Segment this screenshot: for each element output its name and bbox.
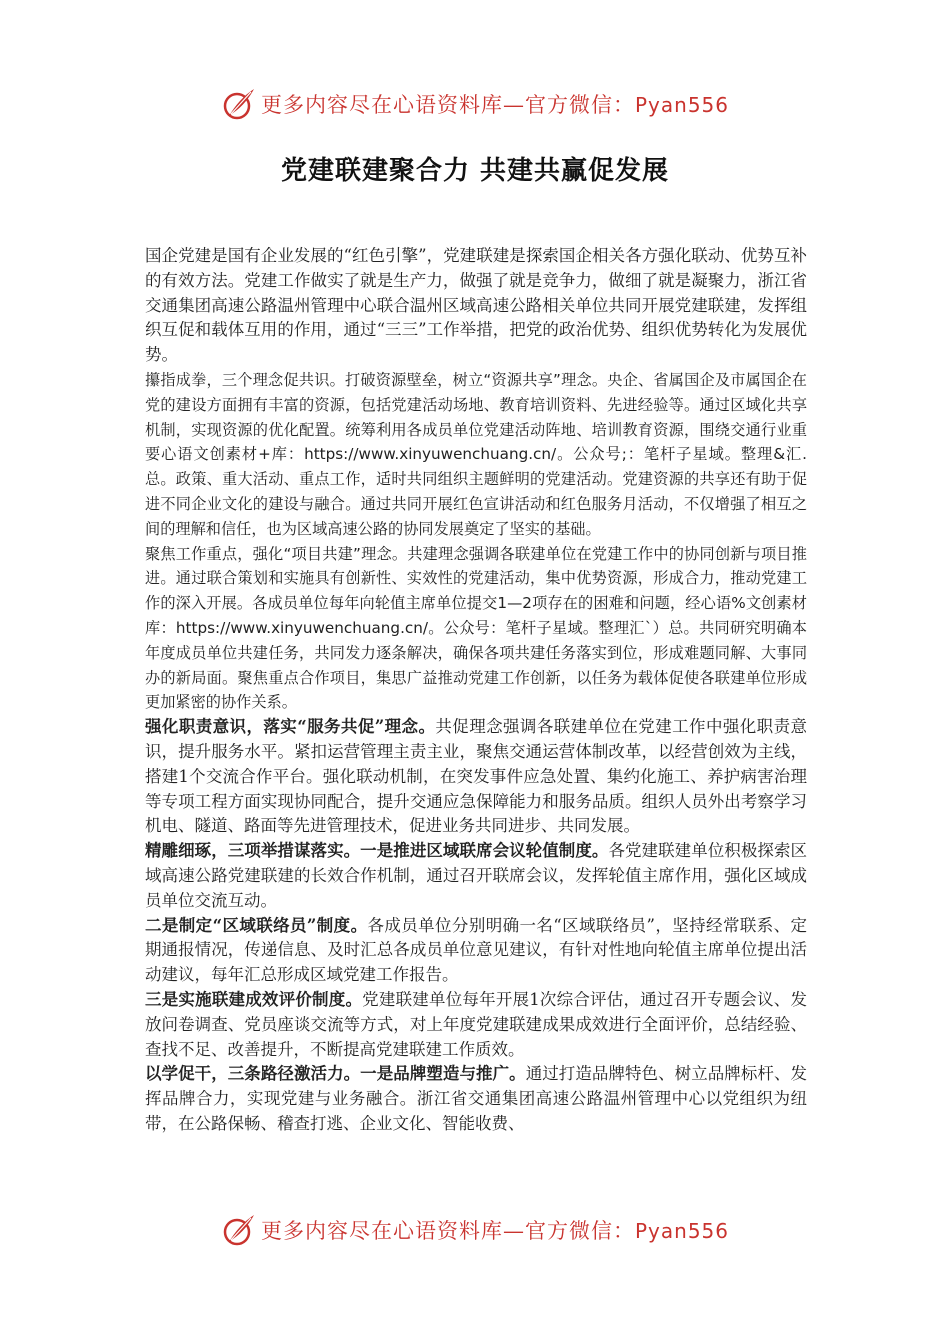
- feather-logo-icon: [221, 1212, 257, 1248]
- watermark-text: 更多内容尽在心语资料库—官方微信：: [260, 1219, 635, 1243]
- paragraph-lead: 二是制定“区域联络员”制度。: [145, 915, 368, 935]
- paragraph-lead: 三是实施联建成效评价制度。: [145, 989, 363, 1009]
- paragraph-text: 通过打造品牌特色、树立品牌标杆、发挥品牌合力，实现党建与业务融合。浙江省交通集团高速公路温州管理中心以党组织为纽带，在公路保畅、稽查打逃、企业文化、智能收费、: [145, 1064, 808, 1133]
- paragraph-text: 攥指成拳，三个理念促共识。打破资源壁垒，树立“资源共享”理念。央企、省属国企及市属国企在党的建设方面拥有丰富的资源，包括党建活动场地、教育培训资料、先进经验等。通过区域化共享机制，实现资源的优化配置。统筹利用各成员单位党建活动阵地、培训教育资源，围绕交通行业重要心语文创素材+库：https://www.xinyuwenchuang.cn/。公众号;：笔杆子星域。整理&汇.总。政策、重大活动、重点工作，适时共同组织主题鲜明的党建活动。党建资源的共享还有助于促进不同企业文化的建设与融合。通过共同开展红色宣讲活动和红色服务月活动，不仅增强了相互之间的理解和信任，也为区域高速公路的协同发展奠定了坚实的基础。: [145, 370, 807, 538]
- feather-logo-icon: [221, 86, 257, 122]
- paragraph-text: 聚焦工作重点，强化“项目共建”理念。共建理念强调各联建单位在党建工作中的协同创新与项目推进。通过联合策划和实施具有创新性、实效性的党建活动，集中优势资源，形成合力，推动党建工作的深入开展。各成员单位每年向轮值主席单位提交1—2项存在的困难和问题，经心语%文创素材库：https://www.xinyuwenchuang.cn/。公众号：笔杆子星域。整理汇`）总。共同研究明确本年度成员单位共建任务，共同发力逐条解决，确保各项共建任务落实到位，形成难题同解、大事同办的新局面。聚焦重点合作项目，集思广益推动党建工作创新，以任务为载体促使各联建单位形成更加紧密的协作关系。: [145, 544, 807, 712]
- watermark-wechat-id: Pyan556: [634, 1219, 729, 1243]
- paragraph-text: 党建联建单位每年开展1次综合评估，通过召开专题会议、发放问卷调查、党员座谈交流等方式，对上年度党建联建成果成效进行全面评价，总结经验、查找不足、改善提升，不断提高党建联建工作质效。: [145, 989, 808, 1059]
- paragraph-text: 共促理念强调各联建单位在党建工作中强化职责意识，提升服务水平。紧扣运营管理主责主业，聚焦交通运营体制改革，以经营创效为主线，搭建1个交流合作平台。强化联动机制，在突发事件应急处置、集约化施工、养护病害治理等专项工程方面实现协同配合，提升交通应急保障能力和服务品质。组织人员外出考察学习机电、隧道、路面等先进管理技术，促进业务共同进步、共同发展。: [145, 717, 807, 836]
- body-paragraph: [145, 542, 807, 716]
- body-paragraph: [145, 839, 807, 913]
- watermark-banner-bottom: [0, 1208, 950, 1252]
- paragraph-lead: 以学促干，三条路径激活力。一是品牌塑造与推广。: [145, 1064, 526, 1084]
- paragraph-lead: 精雕细琢，三项举措谋落实。一是推进区域联席会议轮值制度。: [145, 841, 609, 861]
- body-paragraph: [145, 244, 807, 368]
- paragraph-lead: 强化职责意识，落实“服务共促”理念。: [145, 717, 436, 737]
- body-paragraph: [145, 1062, 807, 1136]
- paragraph-text: 各党建联建单位积极探索区域高速公路党建联建的长效合作机制，通过召开联席会议，发挥轮值主席作用，强化区域成员单位交流互动。: [145, 841, 808, 910]
- body-paragraph: [145, 368, 807, 542]
- paragraph-text: 国企党建是国有企业发展的“红色引擎”，党建联建是探索国企相关各方强化联动、优势互补的有效方法。党建工作做实了就是生产力，做强了就是竞争力，做细了就是凝聚力，浙江省交通集团高速公路温州管理中心联合温州区域高速公路相关单位共同开展党建联建，发挥组织互促和载体互用的作用，通过“三三”工作举措，把党的政治优势、组织优势转化为发展优势。: [145, 246, 807, 365]
- body-paragraph: [145, 988, 807, 1062]
- document-title: 党建联建聚合力 共建共赢促发展: [280, 156, 670, 186]
- body-paragraph: [145, 715, 807, 839]
- watermark-wechat-id: Pyan556: [634, 93, 729, 117]
- watermark-text: 更多内容尽在心语资料库—官方微信：: [260, 93, 635, 117]
- body-paragraph: [145, 914, 807, 988]
- watermark-banner-top: [0, 82, 950, 126]
- document-body: [145, 244, 807, 1137]
- paragraph-text: 各成员单位分别明确一名“区域联络员”，坚持经常联系、定期通报情况，传递信息、及时汇总各成员单位意见建议，有针对性地向轮值主席单位提出活动建议，每年汇总形成区域党建工作报告。: [145, 915, 808, 985]
